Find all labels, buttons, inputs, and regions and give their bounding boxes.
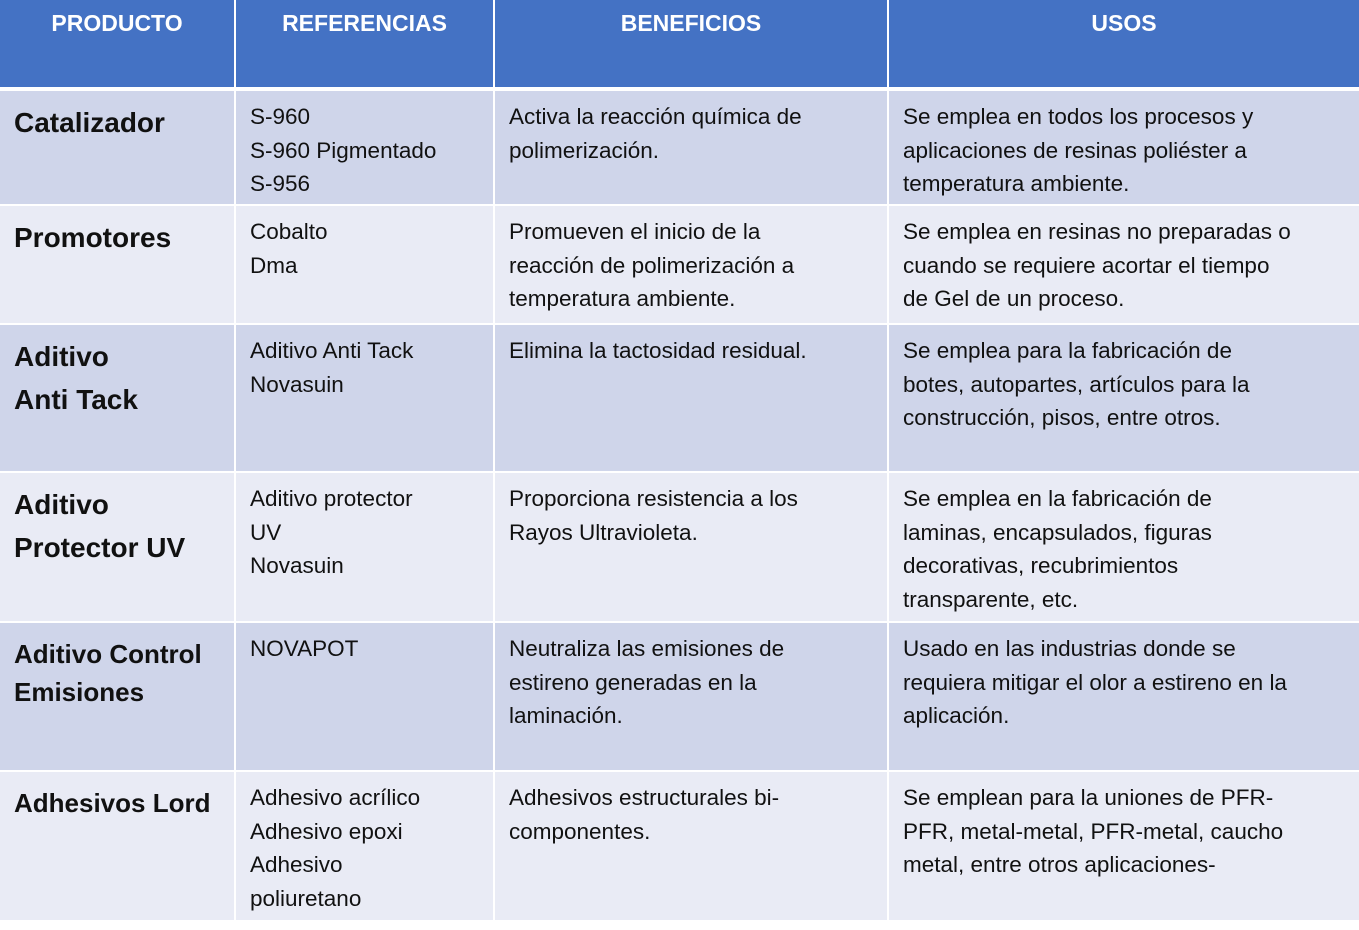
references-cell xyxy=(235,324,494,472)
use-line: transparente, etc. xyxy=(903,586,1079,612)
references-cell xyxy=(235,89,494,205)
use-line: construcción, pisos, entre otros. xyxy=(903,405,1221,430)
product-line: Aditivo xyxy=(14,341,109,372)
benefits-cell xyxy=(494,472,888,622)
use-line: Se emplea en todos los procesos y xyxy=(903,104,1254,129)
reference-line: S-960 Pigmentado xyxy=(250,137,437,163)
reference-line: Cobalto xyxy=(250,219,328,244)
reference-line: Novasuin xyxy=(250,371,344,397)
reference-line: Novasuin xyxy=(250,553,344,578)
use-line: Se emplea para la fabricación de xyxy=(903,338,1232,363)
table-row xyxy=(0,771,1359,921)
table-row xyxy=(0,205,1359,324)
header-producto: PRODUCTO xyxy=(0,0,235,89)
reference-line: Adhesivo epoxi xyxy=(250,818,403,844)
benefit-line: laminación. xyxy=(509,703,623,728)
uses-cell xyxy=(888,622,1359,771)
use-line: Se emplea en resinas no preparadas o xyxy=(903,219,1291,244)
use-line: metal, entre otros aplicaciones- xyxy=(903,852,1216,877)
use-line: PFR, metal-metal, PFR-metal, caucho xyxy=(903,818,1284,844)
use-line: aplicaciones de resinas poliéster a xyxy=(903,137,1247,163)
product-line: Catalizador xyxy=(14,107,165,138)
use-line: de Gel de un proceso. xyxy=(903,286,1125,311)
benefit-line: Activa la reacción química de xyxy=(509,104,802,129)
references-cell xyxy=(235,205,494,324)
table-row xyxy=(0,89,1359,205)
product-line: Emisiones xyxy=(14,677,145,707)
product-line: Aditivo xyxy=(14,489,109,520)
uses-cell xyxy=(888,771,1359,921)
product-line: Protector UV xyxy=(14,532,186,563)
product-cell xyxy=(0,205,235,324)
benefit-line: Proporciona resistencia a los xyxy=(509,486,798,511)
use-line: cuando se requiere acortar el tiempo xyxy=(903,252,1270,278)
use-line: requiera mitigar el olor a estireno en la xyxy=(903,669,1287,695)
reference-line: Aditivo Anti Tack xyxy=(250,338,414,363)
benefit-line: reacción de polimerización a xyxy=(509,252,795,278)
product-line: Anti Tack xyxy=(14,384,138,415)
use-line: aplicación. xyxy=(903,703,1010,728)
reference-line: S-956 xyxy=(250,171,311,196)
use-line: decorativas, recubrimientos xyxy=(903,553,1179,578)
benefit-line: temperatura ambiente. xyxy=(509,286,736,311)
product-line: Promotores xyxy=(14,222,172,253)
table-row xyxy=(0,472,1359,622)
header-usos: USOS xyxy=(888,0,1359,89)
reference-line: poliuretano xyxy=(250,885,362,911)
product-line: Adhesivos Lord xyxy=(14,788,211,818)
product-cell xyxy=(0,622,235,771)
header-referencias: REFERENCIAS xyxy=(235,0,494,89)
benefit-line: Promueven el inicio de la xyxy=(509,219,761,244)
benefit-line: Elimina la tactosidad residual. xyxy=(509,338,807,363)
reference-line: Aditivo protector xyxy=(250,486,413,511)
product-cell xyxy=(0,472,235,622)
table-row xyxy=(0,622,1359,771)
uses-cell xyxy=(888,324,1359,472)
table-row xyxy=(0,324,1359,472)
uses-cell xyxy=(888,205,1359,324)
use-line: botes, autopartes, artículos para la xyxy=(903,371,1250,397)
reference-line: Adhesivo acrílico xyxy=(250,785,421,810)
use-line: temperatura ambiente. xyxy=(903,171,1130,196)
reference-line: NOVAPOT xyxy=(250,636,359,661)
benefits-cell xyxy=(494,622,888,771)
uses-cell xyxy=(888,89,1359,205)
reference-line: Dma xyxy=(250,252,298,278)
uses-cell xyxy=(888,472,1359,622)
reference-line: S-960 xyxy=(250,104,311,129)
use-line: Se emplea en la fabricación de xyxy=(903,486,1212,511)
header-row xyxy=(0,0,1359,89)
reference-line: Adhesivo xyxy=(250,852,343,877)
benefits-cell xyxy=(494,324,888,472)
references-cell xyxy=(235,771,494,921)
header-beneficios: BENEFICIOS xyxy=(494,0,888,89)
use-line: laminas, encapsulados, figuras xyxy=(903,519,1212,545)
benefits-cell xyxy=(494,771,888,921)
reference-line: UV xyxy=(250,519,282,545)
benefit-line: Adhesivos estructurales bi- xyxy=(509,785,780,810)
references-cell xyxy=(235,622,494,771)
benefits-cell xyxy=(494,89,888,205)
benefit-line: componentes. xyxy=(509,818,651,844)
benefit-line: polimerización. xyxy=(509,137,660,163)
product-cell xyxy=(0,324,235,472)
benefits-cell xyxy=(494,205,888,324)
product-line: Aditivo Control xyxy=(14,639,202,669)
use-line: Se emplean para la uniones de PFR- xyxy=(903,785,1274,810)
product-cell xyxy=(0,89,235,205)
benefit-line: estireno generadas en la xyxy=(509,669,757,695)
use-line: Usado en las industrias donde se xyxy=(903,636,1236,661)
benefit-line: Rayos Ultravioleta. xyxy=(509,519,698,545)
benefit-line: Neutraliza las emisiones de xyxy=(509,636,785,661)
product-cell xyxy=(0,771,235,921)
references-cell xyxy=(235,472,494,622)
